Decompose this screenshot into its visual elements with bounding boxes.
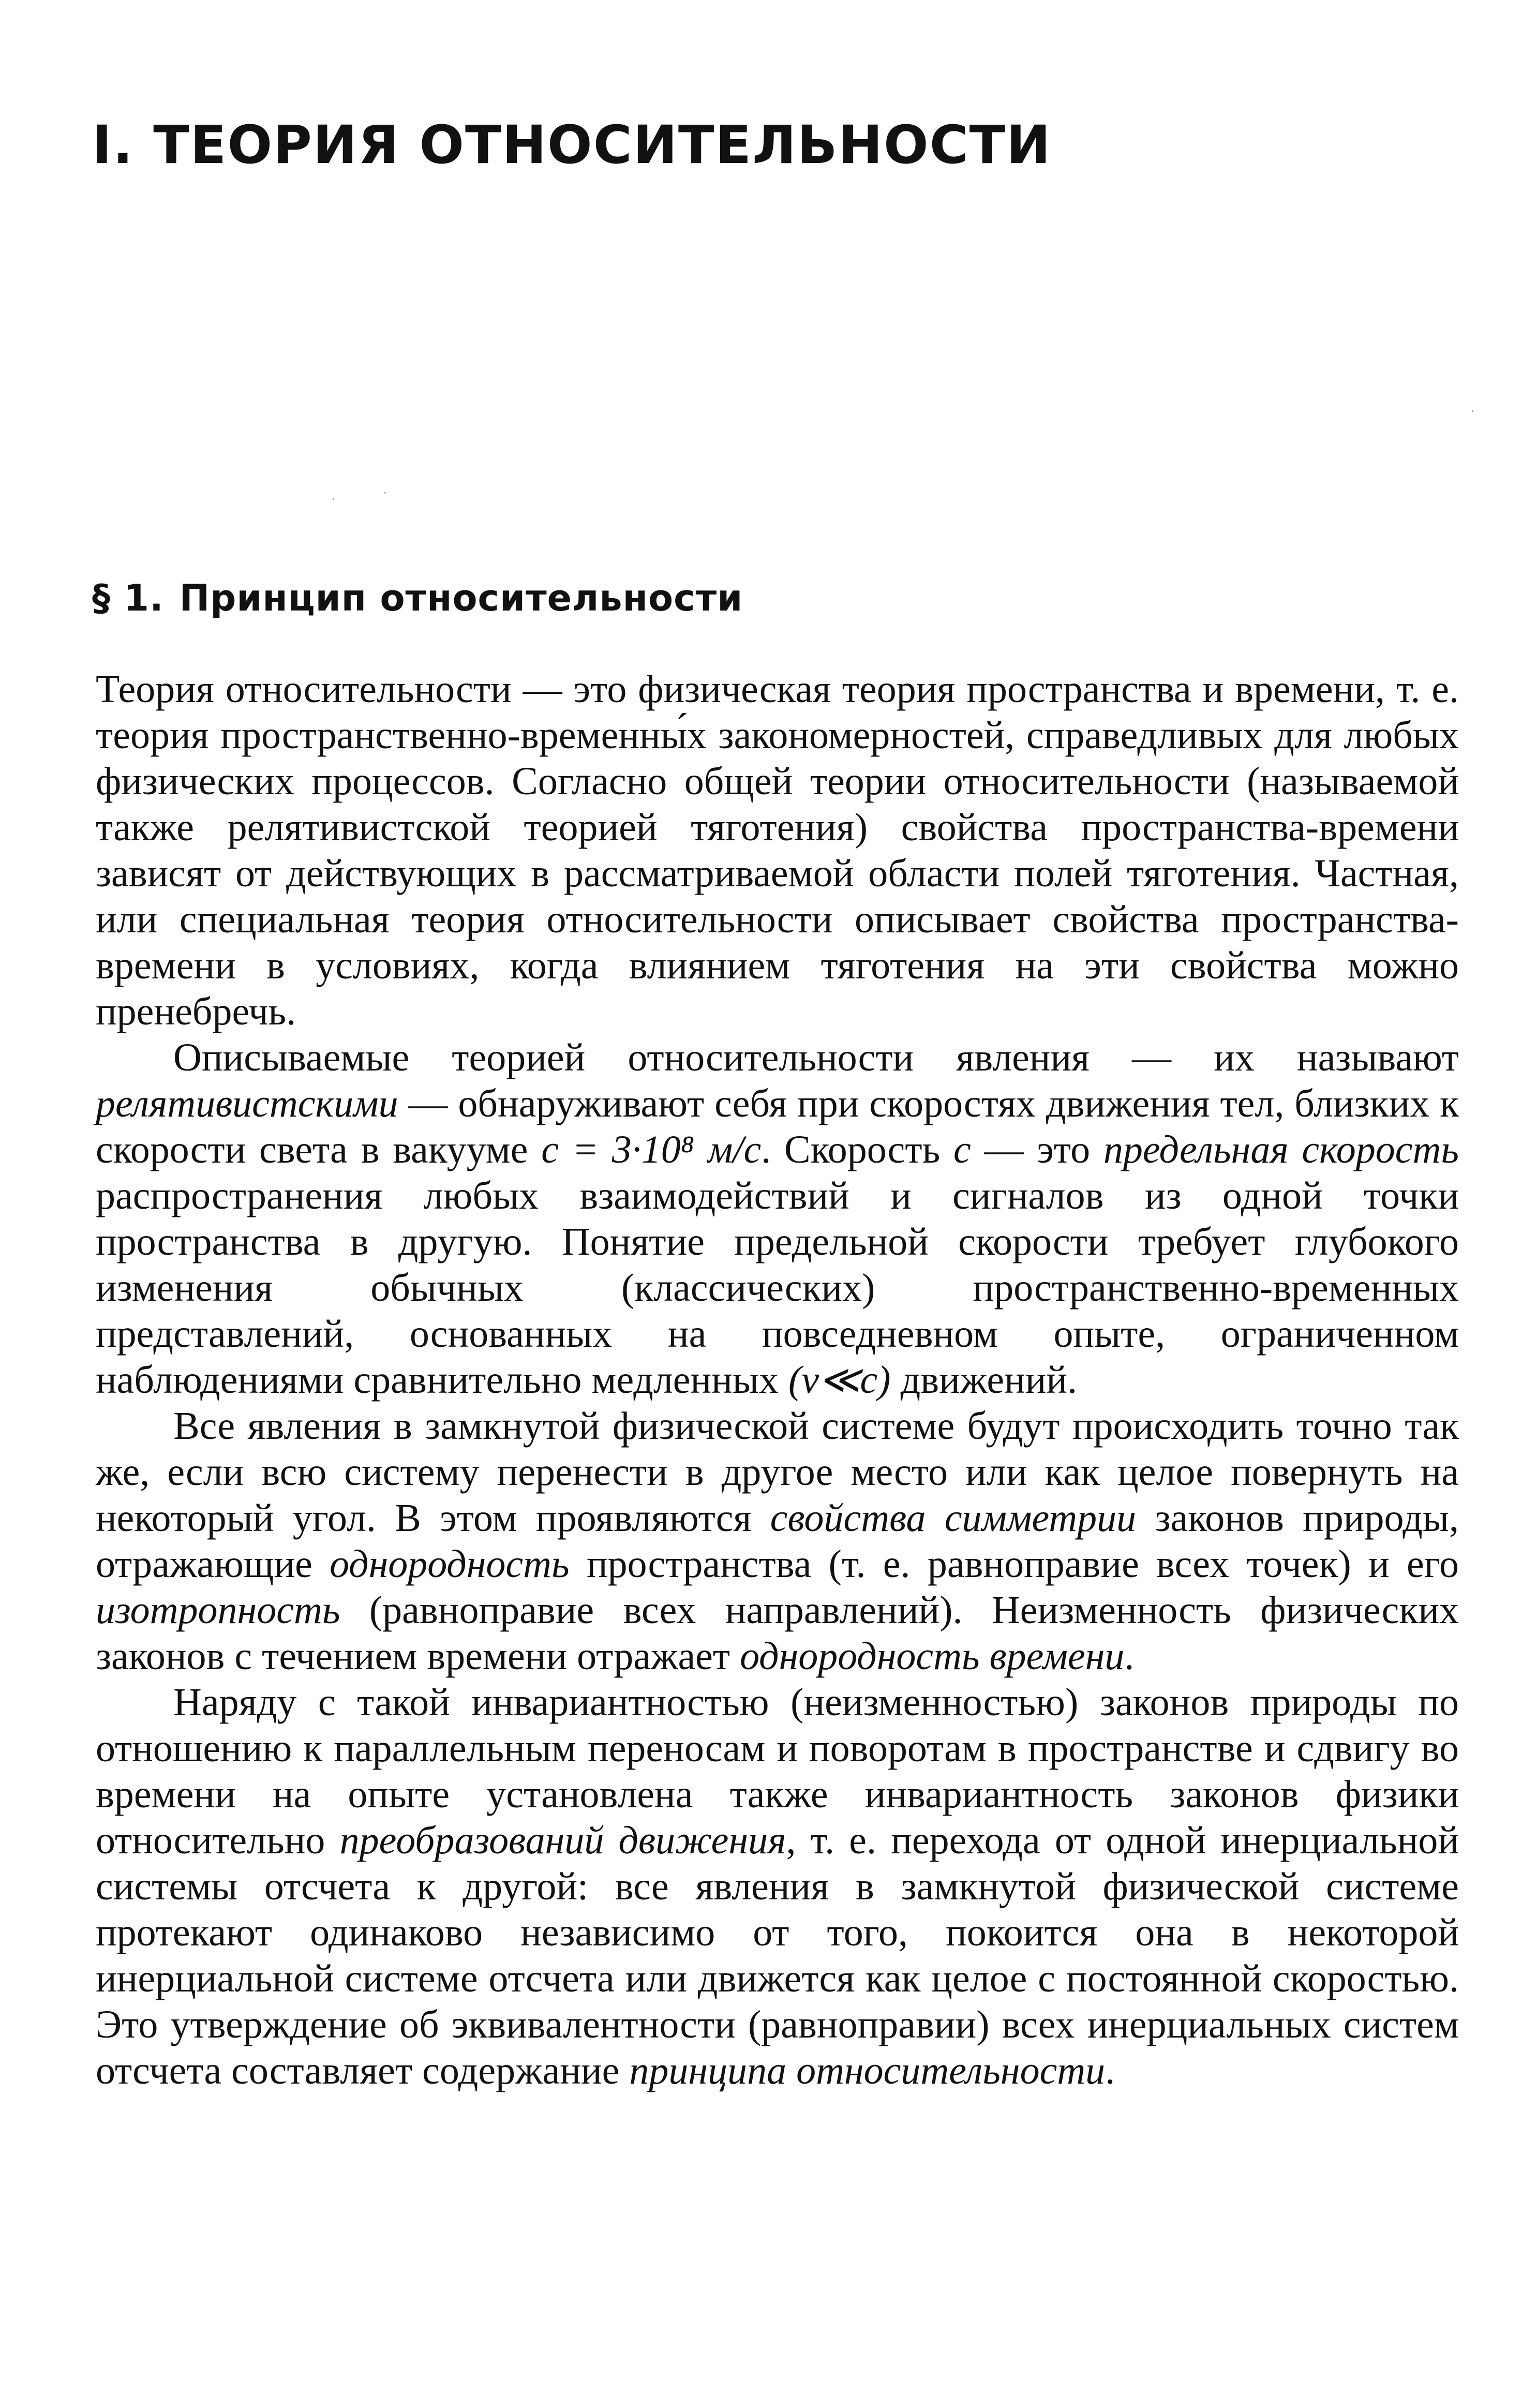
paragraph-2-text: . Скорость (761, 1128, 954, 1171)
paragraph-2-text: распространения любых взаимодействий и сигналов из одной точки пространства в другую. Понятие предельной скорости требует глубокого изменения обычных (классических) пространственно-временных представлений, основанных на повседневном опыте, ограниченном наблюдениями сравнительно медленных (96, 1174, 1459, 1402)
emphasis-homogeneity: однородность (330, 1542, 570, 1586)
paragraph-3-text: пространства (т. е. равноправие всех точек) и его (569, 1542, 1459, 1586)
section-title: Принцип относительности (179, 577, 743, 619)
paragraph-2-text: — это (971, 1128, 1103, 1171)
scan-speck (384, 492, 386, 494)
paragraph-2-text: Описываемые теорией относительности явления — их называют (173, 1036, 1459, 1079)
paragraph-3-text: законов природы, отражающие (96, 1496, 1459, 1586)
section-heading (92, 578, 743, 618)
paragraph-2-text: движений. (890, 1358, 1078, 1402)
paragraph-4 (96, 1679, 1459, 2094)
scan-speck (1472, 410, 1473, 412)
emphasis-relativistic: релятивистскими (96, 1082, 398, 1125)
emphasis-isotropy: изотропность (96, 1588, 340, 1632)
paragraph-3-text: (равноправие всех направлений). Неизменность физических законов с течением времени отражает (96, 1588, 1459, 1678)
emphasis-relativity-principle: принципа относительности (629, 2049, 1106, 2092)
emphasis-symmetry: свойства симметрии (770, 1496, 1137, 1540)
paragraph-2-text: — обнаруживают себя при скоростях движения тел, близких к скорости света в вакууме (96, 1082, 1459, 1171)
chapter-title: I. ТЕОРИЯ ОТНОСИТЕЛЬНОСТИ (92, 114, 1052, 176)
scan-speck (333, 498, 334, 500)
paragraph-3 (96, 1403, 1459, 1679)
section-number: § 1. (92, 577, 164, 619)
paragraph-3-text: Все явления в замкнутой физической системе будут происходить точно так же, если всю систему перенести в другое место или как целое повернуть на некоторый угол. В этом проявляются (96, 1404, 1459, 1540)
emphasis-limit-speed: предельная скорость (1103, 1128, 1459, 1171)
speed-of-light-formula: c = 3·10⁸ м/с (541, 1128, 762, 1171)
paragraph-2 (96, 1035, 1459, 1403)
symbol-c: c (953, 1128, 971, 1171)
paragraph-4-text: , т. е. перехода от одной инерциальной системы отсчета к другой: все явления в замкнутой физической системе протекают одинаково независимо от того, покоится она в некоторой инерциальной системе отсчета или движется как целое с постоянной скоростью. Это утверждение об эквивалентности (равноправии) всех инерциальных систем отсчета составляет содержание (96, 1819, 1459, 2092)
emphasis-motion-transforms: преобразований движения (339, 1819, 786, 1862)
body-text (96, 666, 1459, 2094)
paragraph-1: Теория относительности — это физическая теория пространства и времени, т. е. теория пространственно-временны́х закономерностей, справедливых для любых физических процессов. Согласно общей теории относительности (называемой также релятивистской теорией тяготения) свойства пространства-времени зависят от действующих в рассматриваемой области полей тяготения. Частная, или специальная теория относительности описывает свойства пространства-времени в условиях, когда влиянием тяготения на эти свойства можно пренебречь. (96, 667, 1459, 1033)
paragraph-4-text: Наряду с такой инвариантностью (неизменностью) законов природы по отношению к параллельным переносам и поворотам в пространстве и сдвигу во времени на опыте установлена также инвариантность законов физики относительно (96, 1681, 1459, 1862)
slow-motion-formula: (v≪c) (788, 1358, 891, 1402)
paragraph-3-text: . (1124, 1634, 1135, 1678)
emphasis-time-homogeneity: однородность времени (740, 1634, 1125, 1678)
paragraph-4-text: . (1105, 2049, 1115, 2092)
